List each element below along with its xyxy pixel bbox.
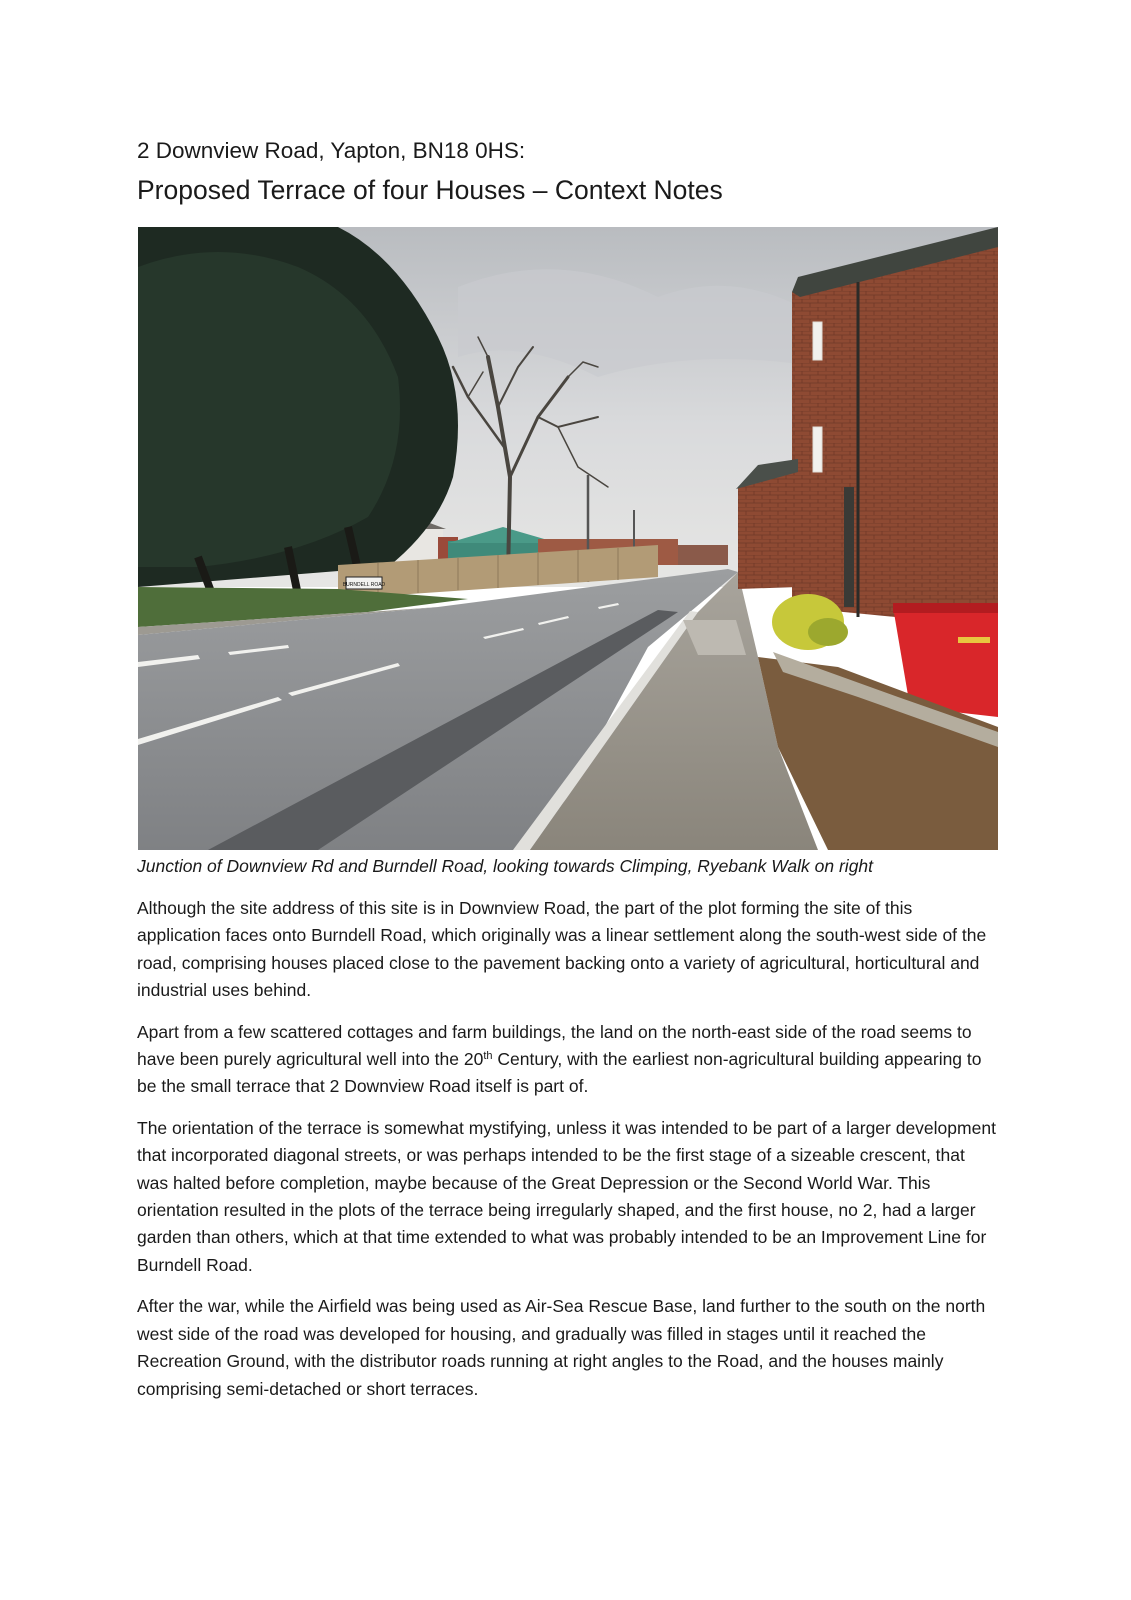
document-title: Proposed Terrace of four Houses – Context Notes <box>137 175 723 205</box>
street-sign-text: BURNDELL ROAD <box>342 582 386 588</box>
address-heading: 2 Downview Road, Yapton, BN18 0HS: <box>137 138 526 163</box>
photo-caption: Junction of Downview Rd and Burndell Road, looking towards Climping, Ryebank Walk on right <box>137 856 874 876</box>
paragraph: After the war, while the Airfield was being used as Air-Sea Rescue Base, land further to the south on the north west side of the road was developed for housing, and gradually was filled in stages until it reached the Recreation Ground, with the distributor roads running at right angles to the Road, and the houses mainly comprising semi-detached or short terraces. <box>137 1296 986 1399</box>
superscript: th <box>483 1050 493 1063</box>
paragraph-text: Century, with the earliest non-agricultural building appearing to be the small terrace that 2 Downview Road itself is part of. <box>137 1049 982 1097</box>
paragraph <box>137 1019 999 1101</box>
body-text <box>137 895 999 1417</box>
paragraph-text: Apart from a few scattered cottages and farm buildings, the land on the north-east side of the road seems to have been purely agricultural well into the 20 <box>137 1021 972 1070</box>
paragraph: Although the site address of this site is in Downview Road, the part of the plot forming the site of this application faces onto Burndell Road, which originally was a linear settlement along the south-west side of the road, comprising houses placed close to the pavement backing onto a variety of agricultural, horticultural and industrial uses behind. <box>137 898 987 1001</box>
street-photo <box>138 227 998 850</box>
paragraph: The orientation of the terrace is somewhat mystifying, unless it was intended to be part of a larger development that incorporated diagonal streets, or was perhaps intended to be the first stage of a sizeable crescent, that was halted before completion, maybe because of the Great Depression or the Second World War. This orientation resulted in the plots of the terrace being irregularly shaped, and the first house, no 2, had a larger garden than others, which at that time extended to what was probably intended to be an Improvement Line for Burndell Road. <box>137 1117 996 1275</box>
